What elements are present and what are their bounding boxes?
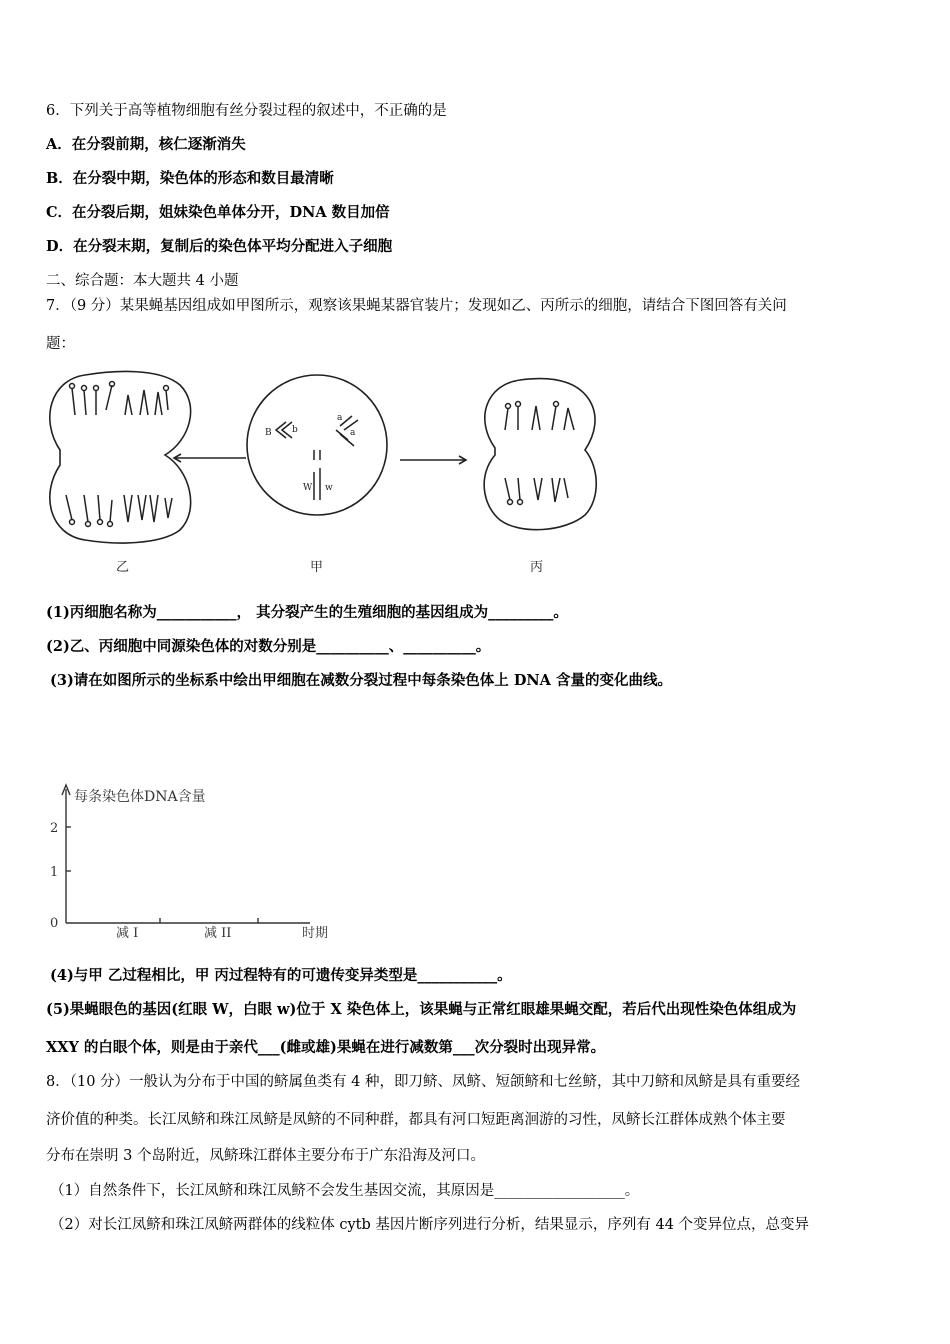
gene-label-b: b bbox=[292, 425, 298, 435]
q8-sub2: （2）对长江凤鲚和珠江凤鲚两群体的线粒体 cytb 基因片断序列进行分析，结果显示，序列有 44 个变异位点，总变异 bbox=[50, 1217, 810, 1233]
figure-label-bing: 丙 bbox=[530, 560, 544, 575]
cell-yi-chromosomes-bottom bbox=[66, 495, 172, 527]
q7-stem-line1: 7．（9 分）某果蝇基因组成如甲图所示，观察该果蝇某器官装片；发现如乙、丙所示的细胞，请结合下图回答有关问 bbox=[46, 298, 787, 314]
q8-stem-line3: 分布在崇明 3 个岛附近，凤鲚珠江群体主要分布于广东沿海及河口。 bbox=[46, 1148, 485, 1164]
q8-stem-line2: 济价值的种类。长江凤鲚和珠江凤鲚是凤鲚的不同种群，都具有河口短距离洄游的习性，凤鲚长江群体成熟个体主要 bbox=[46, 1112, 786, 1128]
cell-jia-outline bbox=[247, 375, 387, 515]
gene-label-B: B bbox=[265, 428, 272, 438]
graph-xtick-label-2: 减 II bbox=[204, 926, 232, 941]
q7-sub1: (1)丙细胞名称为___________， 其分裂产生的生殖细胞的基因组成为_________。 bbox=[46, 604, 568, 621]
q8-stem-line1: 8．（10 分）一般认为分布于中国的鲚属鱼类有 4 种，即刀鲚、凤鲚、短颌鲚和七丝鲚，其中刀鲚和凤鲚是具有重要经 bbox=[46, 1074, 800, 1090]
cell-bing-chromosomes bbox=[505, 402, 574, 505]
q7-sub3: (3)请在如图所示的坐标系中绘出甲细胞在减数分裂过程中每条染色体上 DNA 含量的变化曲线。 bbox=[50, 672, 672, 689]
q7-sub5-line1: (5)果蝇眼色的基因(红眼 W，白眼 w)位于 X 染色体上，该果蝇与正常红眼雄果蝇交配，若后代出现性染色体组成为 bbox=[46, 1001, 797, 1018]
graph-ylabel: 每条染色体DNA含量 bbox=[74, 789, 206, 805]
q7-coordinate-graph bbox=[40, 775, 360, 945]
q6-option-c: C．在分裂后期，姐妹染色单体分开，DNA 数目加倍 bbox=[46, 204, 390, 221]
q7-cell-figure bbox=[0, 360, 950, 590]
section2-title: 二、综合题：本大题共 4 小题 bbox=[46, 273, 239, 289]
q7-sub4: (4)与甲 乙过程相比，甲 丙过程特有的可遗传变异类型是___________。 bbox=[50, 967, 512, 984]
q6-option-d: D．在分裂末期，复制后的染色体平均分配进入子细胞 bbox=[46, 238, 393, 255]
figure-label-jia: 甲 bbox=[310, 560, 324, 575]
q7-sub2: (2)乙、丙细胞中同源染色体的对数分别是__________、__________。 bbox=[46, 638, 491, 655]
figure-label-yi: 乙 bbox=[116, 560, 130, 575]
q6-stem: 6．下列关于高等植物细胞有丝分裂过程的叙述中，不正确的是 bbox=[46, 103, 447, 119]
q7-stem-line2: 题： bbox=[46, 336, 75, 352]
gene-label-w: w bbox=[325, 483, 333, 493]
q8-sub1: （1）自然条件下，长江凤鲚和珠江凤鲚不会发生基因交流，其原因是__________________。 bbox=[50, 1183, 640, 1199]
q6-option-b: B．在分裂中期，染色体的形态和数目最清晰 bbox=[46, 170, 334, 187]
cell-yi-chromosomes-top bbox=[70, 382, 169, 416]
q7-sub5-line2: XXY 的白眼个体，则是由于亲代___(雌或雄)果蝇在进行减数第___次分裂时出现异常。 bbox=[46, 1039, 606, 1056]
gene-label-W: W bbox=[303, 483, 313, 493]
graph-ytick-label-1: 1 bbox=[50, 865, 59, 880]
graph-xtick-label-3: 时期 bbox=[302, 926, 329, 941]
cell-jia-chromosomes bbox=[276, 416, 358, 500]
cell-bing-outline bbox=[484, 379, 596, 530]
gene-label-a-1: a bbox=[337, 413, 343, 423]
graph-ytick-label-0: 0 bbox=[50, 916, 59, 931]
graph-ytick-label-2: 2 bbox=[50, 821, 59, 836]
q6-option-a: A．在分裂前期，核仁逐渐消失 bbox=[46, 136, 246, 153]
graph-xtick-label-1: 减 I bbox=[116, 926, 139, 941]
gene-label-a-2: a bbox=[350, 428, 356, 438]
